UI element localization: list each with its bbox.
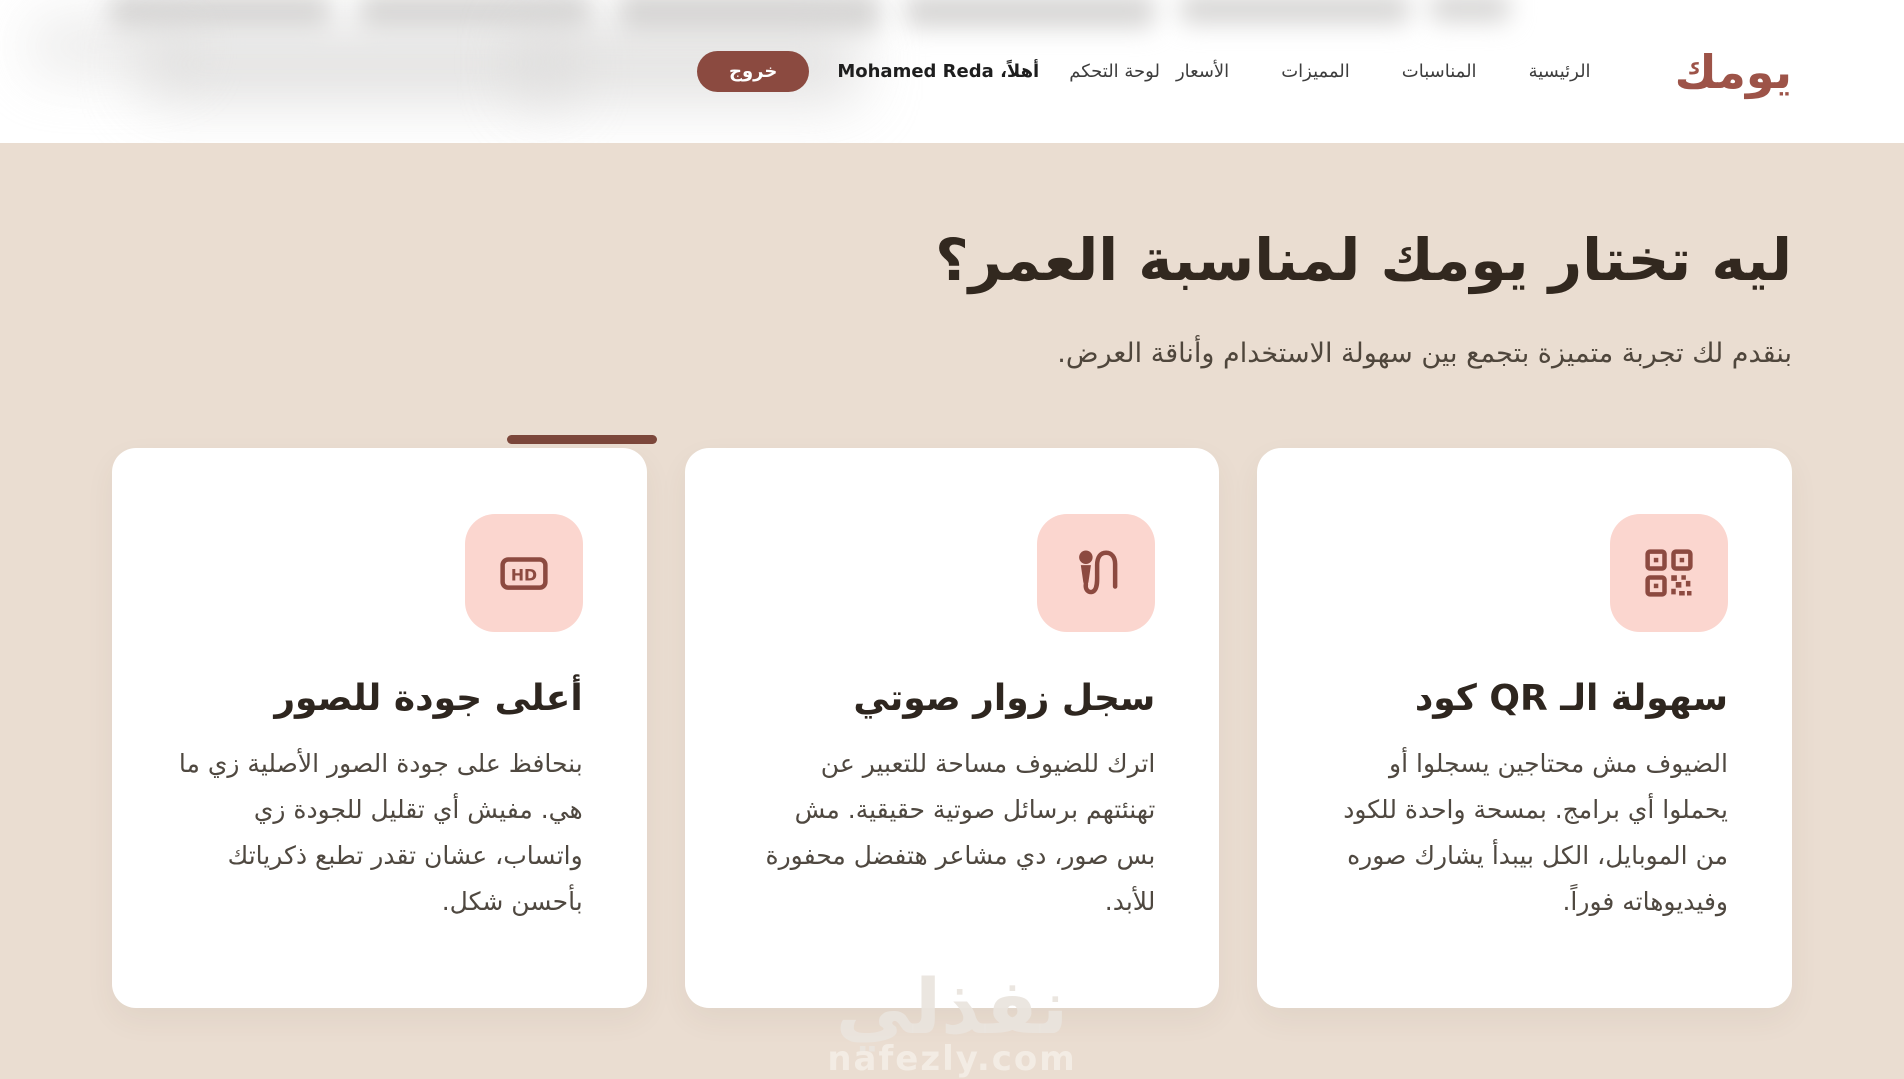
nav-link-pricing[interactable]: الأسعار xyxy=(1175,61,1230,82)
feature-title: سجل زوار صوتي xyxy=(853,678,1156,720)
page-subtitle: بنقدم لك تجربة متميزة بتجمع بين سهولة الاستخدام وأناقة العرض. xyxy=(1057,337,1792,369)
brand-logo[interactable]: يومك xyxy=(1674,44,1792,99)
feature-card-voice xyxy=(685,448,1220,1008)
svg-text:HD: HD xyxy=(510,565,537,585)
feature-card-qr xyxy=(1257,448,1792,1008)
feature-description: بنحافظ على جودة الصور الأصلية زي ما هي. مفيش أي تقليل للجودة زي واتساب، عشان تقدر تطبع ذكرياتك بأحسن شكل. xyxy=(178,749,583,917)
nav-link-home[interactable]: الرئيسية xyxy=(1528,61,1591,82)
nav-link-dashboard[interactable]: لوحة التحكم xyxy=(1069,61,1160,82)
qr-code-icon xyxy=(1610,514,1728,632)
feature-card-quality xyxy=(112,448,647,1008)
feature-description: اترك للضيوف مساحة للتعبير عن تهنئتهم برسائل صوتية حقيقية. مش بس صور، دي مشاعر هتفضل محفورة للأبد. xyxy=(765,749,1156,917)
decorative-divider xyxy=(507,435,657,444)
nav-link-features[interactable]: المميزات xyxy=(1281,61,1350,82)
watermark-arabic-text: نفذلي xyxy=(835,962,1069,1051)
user-greeting: أهلاً، Mohamed Reda xyxy=(837,61,1040,82)
feature-title: سهولة الـ QR كود xyxy=(1414,678,1728,720)
feature-description: الضيوف مش محتاجين يسجلوا أو يحملوا أي برامج. بمسحة واحدة للكود من الموبايل، الكل بيبدأ يشارك صوره وفيديوهاته فوراً. xyxy=(1343,749,1728,917)
logout-button[interactable]: خروج xyxy=(697,51,809,93)
watermark-latin-text: nafezly.com xyxy=(827,1039,1077,1079)
microphone-icon xyxy=(1037,514,1155,632)
hero-section xyxy=(112,143,1792,374)
nav-link-occasions[interactable]: المناسبات xyxy=(1401,61,1477,82)
hd-quality-icon xyxy=(465,514,583,632)
feature-title: أعلى جودة للصور xyxy=(274,678,583,720)
feature-cards xyxy=(112,448,1792,1008)
top-navbar xyxy=(0,0,1904,143)
page-title: ليه تختار يومك لمناسبة العمر؟ xyxy=(935,226,1792,294)
